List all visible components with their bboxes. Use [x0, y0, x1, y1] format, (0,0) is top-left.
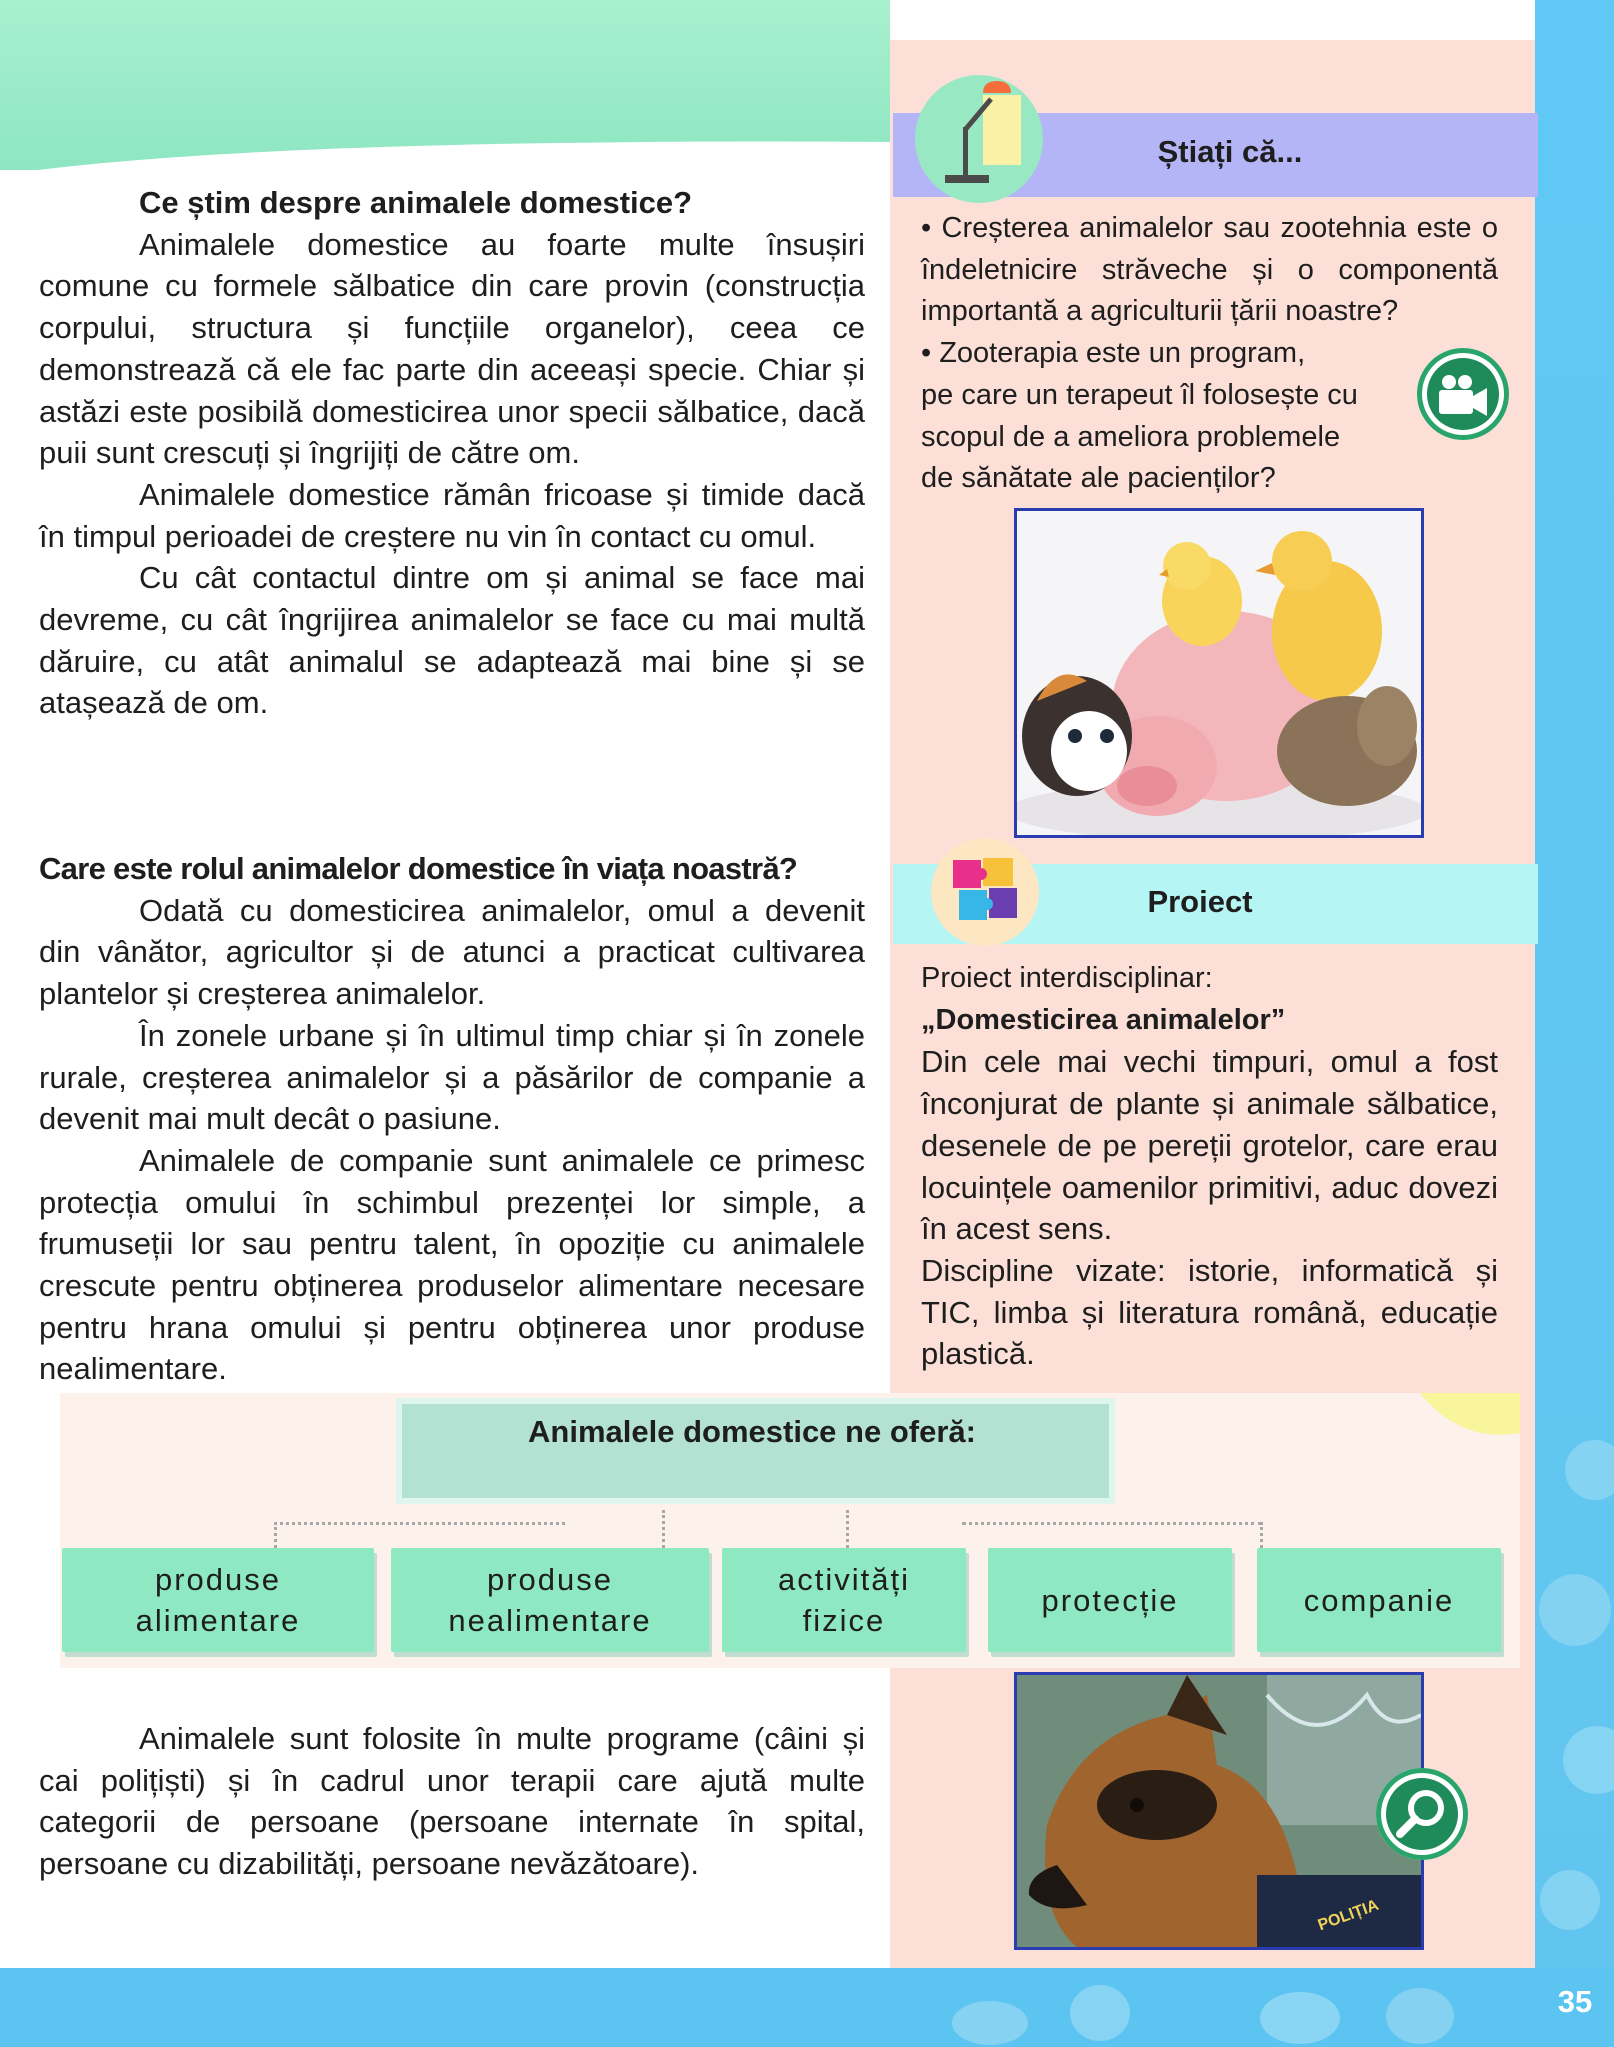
- proiect-body: Din cele mai vechi timpuri, omul a fost înconjurat de plante și animale sălbatice, desenele de pe pereții grotelor, care erau locuințele oamenilor primitivi, aduc dovezi în acest sens.: [921, 1044, 1498, 1247]
- connector-right: [962, 1522, 1262, 1525]
- lamp-icon: [915, 75, 1043, 203]
- animals-photo: [1014, 508, 1424, 838]
- stiati-title: Știați că...: [1157, 134, 1303, 169]
- paragraph-7: Animalele sunt folosite în multe programe (câini și cai polițiști) și în cadrul unor terapii care ajută multe categorii de persoane (persoane internate în spital, persoane cu dizabilități, persoane nevăzătoare).: [39, 1721, 865, 1882]
- paragraph-4: Odată cu domesticirea animalelor, omul a devenit din vânător, agricultor și de atunci a practicat cultivarea plantelor și creșterea animalelor.: [39, 892, 865, 1012]
- chip-protection: protecție: [988, 1548, 1232, 1652]
- tick-2: [662, 1510, 665, 1548]
- stiati-item-2-line2: pe care un terapeut îl folosește cu: [921, 378, 1358, 411]
- page-curl: [1400, 1393, 1520, 1473]
- proiect-title: Proiect: [1147, 884, 1253, 919]
- diagram-title: Animalele domestice ne oferă:: [528, 1414, 976, 1449]
- stiati-item-2-line3: scopul de a ameliora problemele: [921, 420, 1341, 453]
- chip-companionship: companie: [1257, 1548, 1501, 1652]
- strip-decor: [1535, 1380, 1614, 1980]
- chip-nonfood-products: produse nealimentare: [391, 1548, 709, 1652]
- heading-role: Care este rolul animalelor domestice în viața noastră?: [39, 851, 798, 886]
- magnifier-icon[interactable]: [1376, 1768, 1468, 1860]
- paragraph-2: Animalele domestice rămân fricoase și timide dacă în timpul perioadei de creștere nu vin în contact cu omul.: [39, 476, 865, 554]
- dog-vest-text: POLIȚIA: [1315, 1896, 1381, 1935]
- chip-food-products: produse alimentare: [62, 1548, 374, 1652]
- paragraph-5: În zonele urbane și în ultimul timp chiar și în zonele rurale, creșterea animalelor și a păsărilor de companie a devenit mai mult decât o pasiune.: [39, 1017, 865, 1137]
- proiect-disciplines: Discipline vizate: istorie, informatică și TIC, limba și literatura română, educație plastică.: [921, 1252, 1498, 1372]
- video-camera-icon[interactable]: [1417, 348, 1509, 440]
- stiati-item-2-line1: • Zooterapia este un program,: [921, 337, 1306, 370]
- heading-domestic-animals: Ce știm despre animalele domestice?: [139, 185, 693, 220]
- stiati-item-2-line4: de sănătate ale pacienților?: [921, 462, 1276, 495]
- connector-left: [274, 1522, 565, 1525]
- proiect-intro: Proiect interdisciplinar:: [921, 962, 1213, 994]
- paragraph-1: Animalele domestice au foarte multe însușiri comune cu formele sălbatice din care provin (construcția corpului, structura și funcțiile organelor), ceea ce demonstrează că ele fac parte din aceeași specie. Chiar și astăzi este posibilă domesticirea unor specii sălbatice, dacă puii sunt crescuți și îngrijiți de către om.: [39, 226, 865, 471]
- paragraph-3: Cu cât contactul dintre om și animal se face mai devreme, cu cât îngrijirea animalelor se face cu mai multă dăruire, cu atât animalul se adaptează mai bine și se atașează de om.: [39, 560, 865, 721]
- tick-1: [274, 1522, 277, 1548]
- stiati-item-1: • Creșterea animalelor sau zootehnia este o îndeletnicire străveche și o componentă importantă a agriculturii țării noastre?: [921, 212, 1498, 328]
- header-wave: [0, 100, 900, 180]
- proiect-name: „Domesticirea animalelor”: [921, 1003, 1286, 1036]
- footer-decor: [900, 1968, 1540, 2047]
- dog-photo: [1014, 1672, 1424, 1950]
- paragraph-6: Animalele de companie sunt animalele ce primesc protecția omului în schimbul prezenței lor simple, a frumuseții lor sau pentru talent, în opoziție cu animalele crescute pentru obținerea produselor alimentare necesare pentru hrana omului și pentru obținerea unor produse nealimentare.: [39, 1142, 865, 1387]
- puzzle-icon: [931, 838, 1039, 946]
- page-number: 35: [1557, 1984, 1593, 2019]
- tick-3: [846, 1510, 849, 1548]
- chip-physical-activities: activități fizice: [722, 1548, 966, 1652]
- tick-4: [1260, 1522, 1263, 1548]
